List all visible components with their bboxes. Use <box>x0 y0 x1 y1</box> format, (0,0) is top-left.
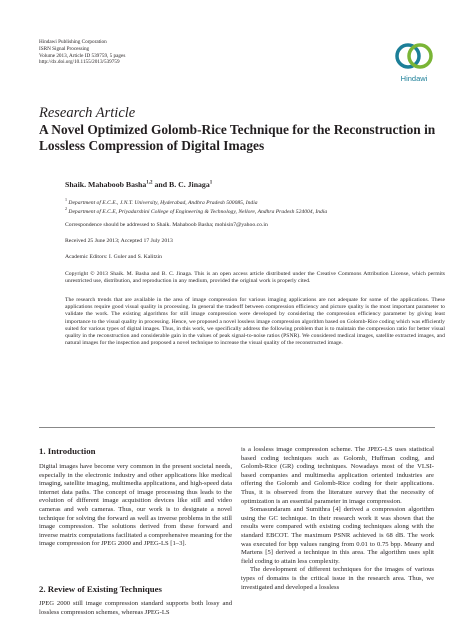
right-paragraph-1: is a lossless image compression scheme. The JPEG-LS uses statistical based coding techniques such as Golomb, Huffman coding, and Golomb-Rice (GR) coding techniques. Nowadays most of the VLSI-based companies and multimedia application oriented industries are offering the Golomb and Golomb-Rice coding for their applications. Thus, it is observed from the literature survey that the necessity of optimization is an essential parameter in image compression. <box>241 446 434 505</box>
right-paragraph-3: The development of different techniques for the images of various types of domains is the critical issue in the research area. Thus, we investigated and developed a lossless <box>241 566 434 591</box>
intro-paragraph: Digital images have become very common in the present societal needs, especially in the electronic industry and other applications like medical imaging, satellite imaging, multimedia applications, and high-speed data internet data paths. The concept of image processing thus leads to the evolution of different image acquisition devices like still and video cameras and web cameras. Thus, our work is to designate a novel technique for solving the forward as well as inverse problems in the still image compression. The solutions derived from these forward and inverse matrix computations facilitated a comprehensive meaning for the image compression for JPEG 2000 and JPEG-LS [1–3]. <box>39 463 232 548</box>
journal-header <box>39 39 125 66</box>
author-1-affil: 1,2 <box>146 180 153 186</box>
affiliation-2: $^2$ Department of E.C.E, Priyadarshini College of Engineering & Technology, Nellore, Andhra Pradesh 524004, India <box>65 206 328 215</box>
right-column <box>241 446 434 592</box>
journal-name: ISRN Signal Processing <box>39 45 90 52</box>
received-dates: Received 25 June 2013; Accepted 17 July 2013 <box>65 238 173 244</box>
academic-editors: Academic Editors: I. Guler and S. Kalitzin <box>65 254 162 260</box>
right-paragraph-2: Somasundaram and Sumithra [4] derived a compression algorithm using the GC technique. In their research work it was shown that the results were compared with existing coding techniques along with the standard EBCOT. The maximum PSNR achieved is 68 dB. The work was executed for bpp values ranging from 0.01 to 0.75 bpp. Meany and Martens [5] derived a technique in this area. The algorithm uses split field coding to attain less complexity. <box>241 506 434 565</box>
review-column <box>39 600 232 617</box>
doi-link[interactable]: http://dx.doi.org/10.1155/2013/539759 <box>39 59 120 66</box>
affiliation-1: $^1$ Department of E.C.E., J.N.T. University, Hyderabad, Andhra Pradesh 500085, India <box>65 197 258 206</box>
hindawi-logo-icon <box>392 38 436 78</box>
author-conjunction: and <box>152 180 169 189</box>
abstract: The research trends that are available in the area of image compression for various imaging applications are not adequate for some of the applications. These applications require good visual quality in processing. In general the tradeoff between compression efficiency and picture quality is the most important parameter to validate the work. The existing algorithms for still image compression were developed by considering the compression efficiency parameter by giving least importance to the visual quality in processing. Hence, we proposed a novel lossless image compression algorithm based on Golomb-Rice coding which was efficiently suited for various types of digital images. Thus, in this work, we specifically address the following problem that is to maintain the compression ratio for better visual quality in the reconstruction and considerable gain in the values of peak signal-to-noise ratios (PSNR). We considered medical images, satellite extracted images, and natural images for the inspection and proposed a novel technique to increase the visual quality of the reconstructed image. <box>65 297 445 347</box>
author-1: Shaik. Mahaboob Basha <box>65 180 147 189</box>
article-type: Research Article <box>39 105 136 121</box>
intro-column <box>39 463 232 549</box>
hindawi-logo-text: Hindawi <box>400 74 428 83</box>
authors <box>65 180 212 189</box>
section-divider <box>39 427 435 428</box>
review-paragraph: JPEG 2000 still image compression standard supports both lossy and lossless compression schemes, whereas JPEG-LS <box>39 600 232 616</box>
copyright-notice: Copyright © 2013 Shaik. M. Basha and B. C. Jinaga. This is an open access article distributed under the Creative Commons Attribution License, which permits unrestricted use, distribution, and reproduction in any medium, provided the original work is properly cited. <box>65 271 445 285</box>
publisher: Hindawi Publishing Corporation <box>39 39 107 45</box>
section-heading-review: 2. Review of Existing Techniques <box>39 584 162 594</box>
paper-title: A Novel Optimized Golomb-Rice Technique for the Reconstruction in Lossless Compression of Digital Images <box>39 122 436 153</box>
author-2: B. C. Jinaga <box>169 180 210 189</box>
volume-info: Volume 2013, Article ID 539759, 5 pages <box>39 52 126 59</box>
section-heading-introduction: 1. Introduction <box>39 446 96 456</box>
correspondence: Correspondence should be addressed to Shaik. Mahaboob Basha; mohisin7@yahoo.co.in <box>65 222 268 228</box>
author-2-affil: 1 <box>209 180 213 186</box>
